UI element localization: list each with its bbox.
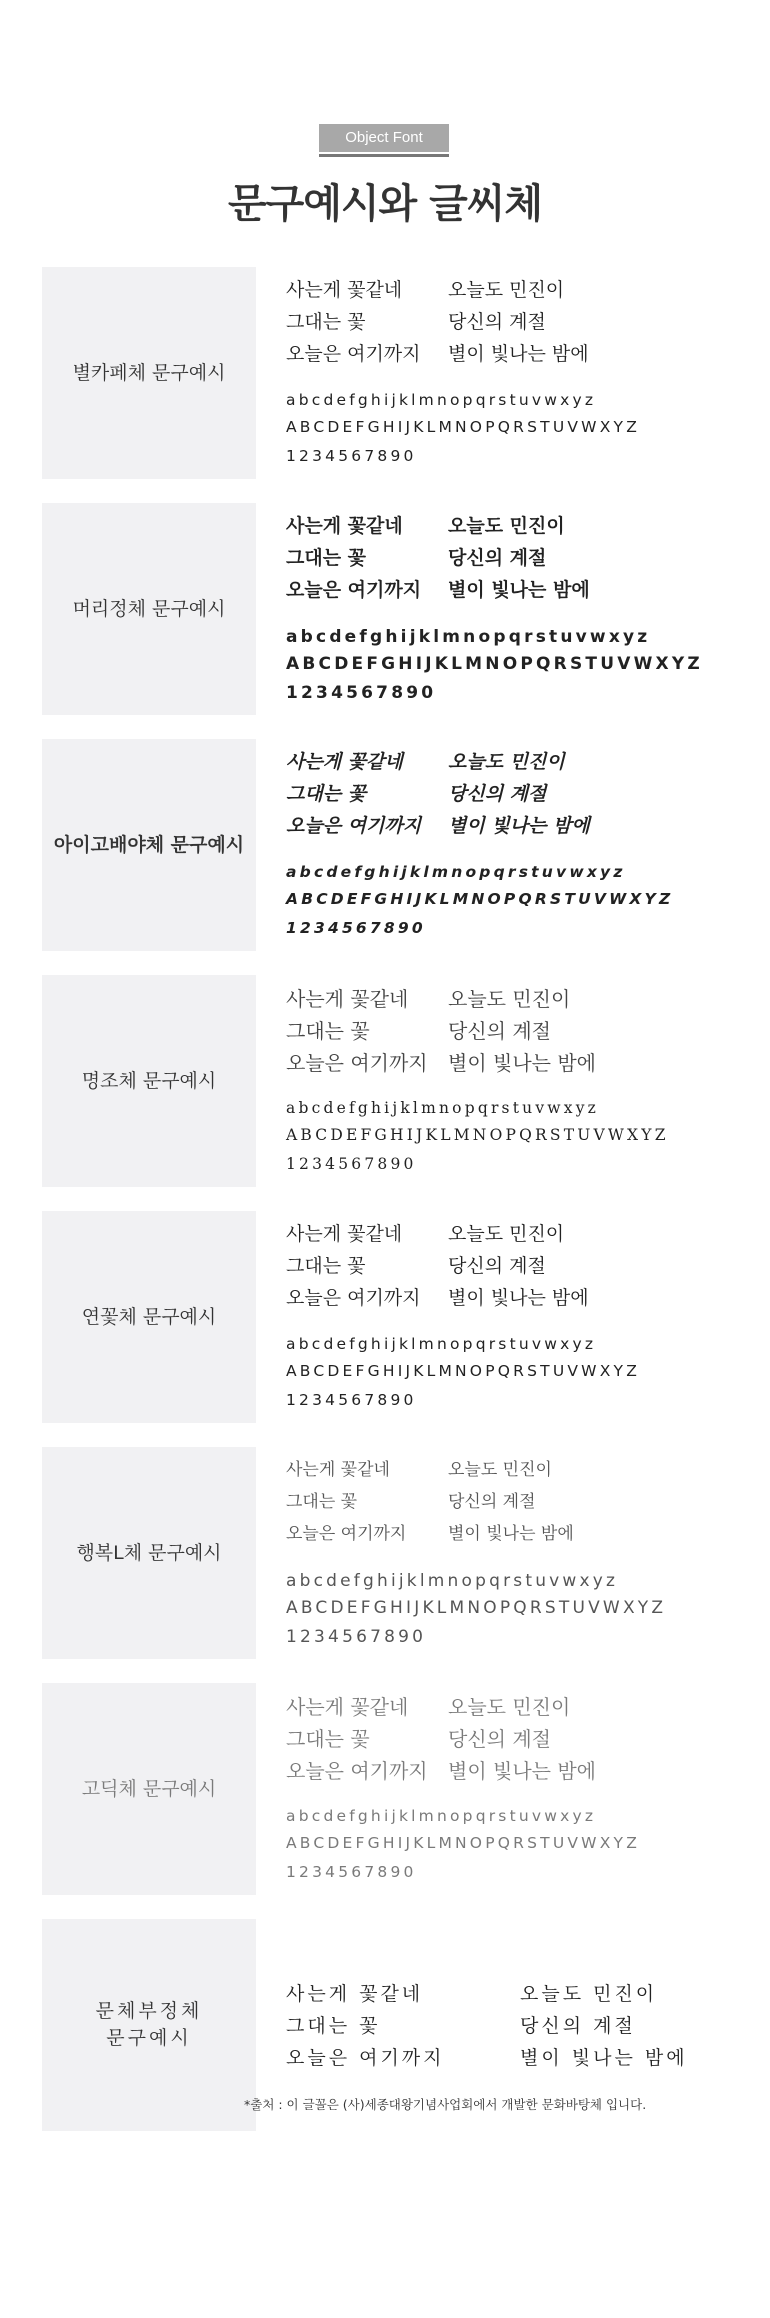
digits-sample: 1234567890 bbox=[286, 1391, 417, 1409]
page-title: 문구예시와 글씨체 bbox=[227, 181, 543, 227]
section-label: 문체부정체 문구예시 bbox=[42, 1919, 256, 2131]
uppercase-sample: ABCDEFGHIJKLMNOPQRSTUVWXYZ bbox=[286, 654, 703, 674]
sample-line: 그대는 꽃 bbox=[286, 2015, 381, 2037]
section-label: 별카페체 문구예시 bbox=[42, 267, 256, 479]
section-label: 명조체 문구예시 bbox=[42, 975, 256, 1187]
sample-line: 오늘은 여기까지 bbox=[286, 2047, 445, 2069]
sample-line: 오늘도 민진이 bbox=[448, 1460, 552, 1480]
sample-line: 오늘은 여기까지 bbox=[286, 579, 422, 601]
lowercase-sample: abcdefghijklmnopqrstuvwxyz bbox=[286, 627, 651, 647]
lowercase-sample: abcdefghijklmnopqrstuvwxyz bbox=[286, 1099, 600, 1117]
section-label: 행복L체 문구예시 bbox=[42, 1447, 256, 1659]
sample-line: 당신의 계절 bbox=[448, 1019, 551, 1043]
section-label: 고딕체 문구예시 bbox=[42, 1683, 256, 1895]
sample-line: 오늘은 여기까지 bbox=[286, 1524, 407, 1544]
lowercase-sample: abcdefghijklmnopqrstuvwxyz bbox=[286, 1807, 597, 1825]
sample-line: 당신의 계절 bbox=[448, 547, 547, 569]
sample-line: 오늘도 민진이 bbox=[448, 751, 565, 773]
digits-sample: 1234567890 bbox=[286, 919, 426, 937]
sample-line: 그대는 꽃 bbox=[286, 1727, 370, 1751]
sample-line: 당신의 계절 bbox=[448, 311, 546, 333]
sample-line: 오늘도 민진이 bbox=[448, 515, 565, 537]
sample-line: 사는게 꽃같네 bbox=[286, 1695, 409, 1719]
sample-line: 사는게 꽃같네 bbox=[286, 987, 409, 1011]
sample-line: 그대는 꽃 bbox=[286, 1255, 366, 1277]
uppercase-sample: ABCDEFGHIJKLMNOPQRSTUVWXYZ bbox=[286, 1598, 667, 1618]
sample-line: 별이 빛나는 밤에 bbox=[520, 2047, 688, 2069]
uppercase-sample: ABCDEFGHIJKLMNOPQRSTUVWXYZ bbox=[286, 1126, 669, 1144]
sample-line: 별이 빛나는 밤에 bbox=[448, 579, 590, 601]
digits-sample: 1234567890 bbox=[286, 1863, 417, 1881]
sample-line: 그대는 꽃 bbox=[286, 783, 367, 805]
sample-line: 오늘은 여기까지 bbox=[286, 1759, 428, 1783]
sample-line: 별이 빛나는 밤에 bbox=[448, 1051, 596, 1075]
sample-line: 오늘도 민진이 bbox=[448, 279, 565, 301]
sample-line: 사는게 꽃같네 bbox=[286, 1223, 403, 1245]
sample-line: 사는게 꽃같네 bbox=[286, 279, 403, 301]
uppercase-sample: ABCDEFGHIJKLMNOPQRSTUVWXYZ bbox=[286, 418, 641, 436]
badge-underline bbox=[319, 154, 449, 157]
lowercase-sample: abcdefghijklmnopqrstuvwxyz bbox=[286, 391, 597, 409]
sample-line: 오늘은 여기까지 bbox=[286, 1287, 421, 1309]
sample-line: 당신의 계절 bbox=[448, 1255, 546, 1277]
sample-line: 사는게 꽃같네 bbox=[286, 1460, 390, 1480]
sample-line: 오늘도 민진이 bbox=[448, 1695, 571, 1719]
section-label: 연꽃체 문구예시 bbox=[42, 1211, 256, 1423]
sample-line: 그대는 꽃 bbox=[286, 311, 366, 333]
sample-text-block bbox=[286, 1211, 766, 1423]
sample-line: 오늘도 민진이 bbox=[520, 1983, 658, 2005]
source-footnote: *출처 : 이 글꼴은 (사)세종대왕기념사업회에서 개발한 문화바탕체 입니다. bbox=[244, 2097, 647, 2112]
uppercase-sample: ABCDEFGHIJKLMNOPQRSTUVWXYZ bbox=[286, 890, 674, 908]
sample-line: 사는게 꽃같네 bbox=[286, 515, 403, 537]
font-sample-section bbox=[42, 739, 722, 951]
object-font-badge: Object Font bbox=[319, 124, 449, 152]
uppercase-sample: ABCDEFGHIJKLMNOPQRSTUVWXYZ bbox=[286, 1834, 641, 1852]
sample-line: 당신의 계절 bbox=[448, 1727, 551, 1751]
sample-line: 오늘도 민진이 bbox=[448, 987, 571, 1011]
section-label: 머리정체 문구예시 bbox=[42, 503, 256, 715]
sample-text-block bbox=[286, 267, 766, 479]
sample-line: 별이 빛나는 밤에 bbox=[448, 1524, 574, 1544]
font-sample-section bbox=[42, 975, 722, 1187]
sample-line: 당신의 계절 bbox=[448, 1492, 536, 1512]
lowercase-sample: abcdefghijklmnopqrstuvwxyz bbox=[286, 1571, 619, 1591]
sample-line: 그대는 꽃 bbox=[286, 1492, 358, 1512]
sample-line: 당신의 계절 bbox=[448, 783, 547, 805]
sample-line: 오늘은 여기까지 bbox=[286, 343, 421, 365]
digits-sample: 1234567890 bbox=[286, 683, 437, 703]
sample-text-block bbox=[286, 1447, 766, 1659]
font-sample-section bbox=[42, 267, 722, 479]
lowercase-sample: abcdefghijklmnopqrstuvwxyz bbox=[286, 863, 626, 881]
digits-sample: 1234567890 bbox=[286, 1155, 417, 1173]
font-sample-section bbox=[42, 1447, 722, 1659]
lowercase-sample: abcdefghijklmnopqrstuvwxyz bbox=[286, 1335, 597, 1353]
sample-line: 사는게 꽃같네 bbox=[286, 1983, 424, 2005]
font-sample-section bbox=[42, 503, 722, 715]
sample-text-block bbox=[286, 1683, 766, 1895]
font-sample-section bbox=[42, 1683, 722, 1895]
sample-line: 그대는 꽃 bbox=[286, 547, 367, 569]
digits-sample: 1234567890 bbox=[286, 447, 417, 465]
sample-line: 별이 빛나는 밤에 bbox=[448, 343, 589, 365]
sample-line: 별이 빛나는 밤에 bbox=[448, 815, 590, 837]
sample-line: 사는게 꽃같네 bbox=[286, 751, 403, 773]
sample-line: 오늘도 민진이 bbox=[448, 1223, 565, 1245]
sample-line: 당신의 계절 bbox=[520, 2015, 636, 2037]
sample-text-block bbox=[286, 975, 766, 1187]
digits-sample: 1234567890 bbox=[286, 1627, 427, 1647]
section-label: 아이고배야체 문구예시 bbox=[42, 739, 256, 951]
sample-line: 별이 빛나는 밤에 bbox=[448, 1759, 596, 1783]
sample-line: 그대는 꽃 bbox=[286, 1019, 370, 1043]
sample-line: 오늘은 여기까지 bbox=[286, 1051, 428, 1075]
sample-line: 별이 빛나는 밤에 bbox=[448, 1287, 589, 1309]
sample-line: 오늘은 여기까지 bbox=[286, 815, 422, 837]
sample-text-block bbox=[286, 503, 766, 715]
sample-text-block bbox=[286, 739, 766, 951]
uppercase-sample: ABCDEFGHIJKLMNOPQRSTUVWXYZ bbox=[286, 1362, 641, 1380]
font-sample-section bbox=[42, 1211, 722, 1423]
